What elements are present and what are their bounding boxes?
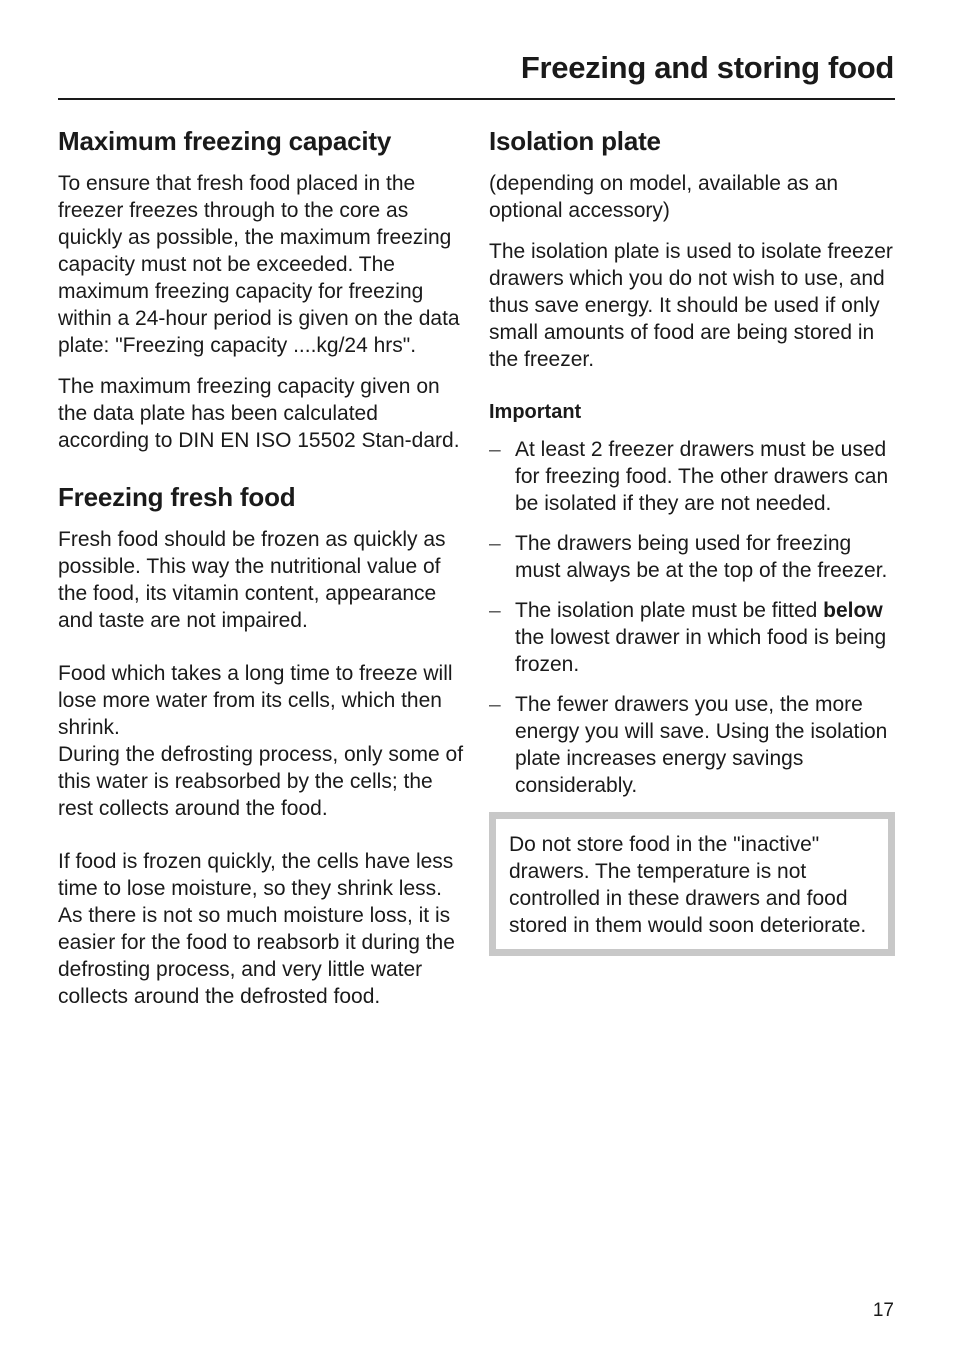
list-item-text: At least 2 freezer drawers must be used for freezing food. The other drawers can be isolated if they are not needed.: [515, 438, 889, 515]
list-item-text: The fewer drawers you use, the more energy you will save. Using the isolation plate increases energy savings considerably.: [515, 693, 888, 797]
list-item: [489, 436, 895, 517]
dash-bullet: –: [489, 693, 501, 716]
paragraph: The maximum freezing capacity given on the data plate has been calculated according to DIN EN ISO 15502 Stan-dard.: [58, 375, 460, 452]
left-column: [58, 124, 468, 1024]
list-item-text-post: the lowest drawer in which food is being frozen.: [515, 626, 887, 676]
paragraph: (depending on model, available as an optional accessory): [489, 172, 839, 222]
paragraph: Fresh food should be frozen as quickly as possible. This way the nutritional value of the food, its vitamin content, appearance and taste are not impaired.: [58, 528, 446, 632]
section-heading-isolation-plate: Isolation plate: [489, 126, 661, 156]
important-label: Important: [489, 401, 582, 423]
header-divider: [58, 98, 895, 100]
list-item: [489, 691, 895, 799]
list-item-text: The drawers being used for freezing must always be at the top of the freezer.: [515, 532, 888, 582]
page-number: 17: [872, 1300, 894, 1321]
warning-notice-box: Do not store food in the "inactive" drawers. The temperature is not controlled in these drawers and food stored in them would soon deteriorate.: [489, 812, 895, 956]
page-header-title: Freezing and storing food: [520, 50, 894, 85]
list-item-text-pre: The isolation plate must be fitted: [515, 599, 824, 622]
paragraph: The isolation plate is used to isolate freezer drawers which you do not wish to use, and thus save energy. It should be used if only small amounts of food are being stored in the freezer.: [489, 240, 893, 371]
paragraph: To ensure that fresh food placed in the freezer freezes through to the core as quickly as possible, the maximum freezing capacity must not be exceeded. The maximum freezing capacity for freezing within a 24-hour period is given on the data plate: "Freezing capacity ....kg/24 hrs".: [58, 172, 460, 357]
list-item: [489, 597, 895, 678]
list-item: [489, 530, 895, 584]
list-item-bold-word: below: [823, 599, 883, 622]
paragraph: Food which takes a long time to freeze will lose more water from its cells, which then shrink.: [58, 662, 453, 739]
important-list: [489, 436, 895, 799]
section-heading-maximum-freezing-capacity: Maximum freezing capacity: [58, 126, 392, 156]
paragraph: During the defrosting process, only some of this water is reabsorbed by the cells; the rest collects around the food.: [58, 743, 464, 820]
dash-bullet: –: [489, 438, 501, 461]
dash-bullet: –: [489, 532, 501, 555]
paragraph: If food is frozen quickly, the cells have less time to lose moisture, so they shrink less. As there is not so much moisture loss, it is easier for the food to reabsorb it during the defrosting process, and very little water collects around the defrosted food.: [58, 850, 455, 1008]
section-heading-freezing-fresh-food: Freezing fresh food: [58, 482, 296, 512]
dash-bullet: –: [489, 599, 501, 622]
right-column: [489, 124, 895, 956]
